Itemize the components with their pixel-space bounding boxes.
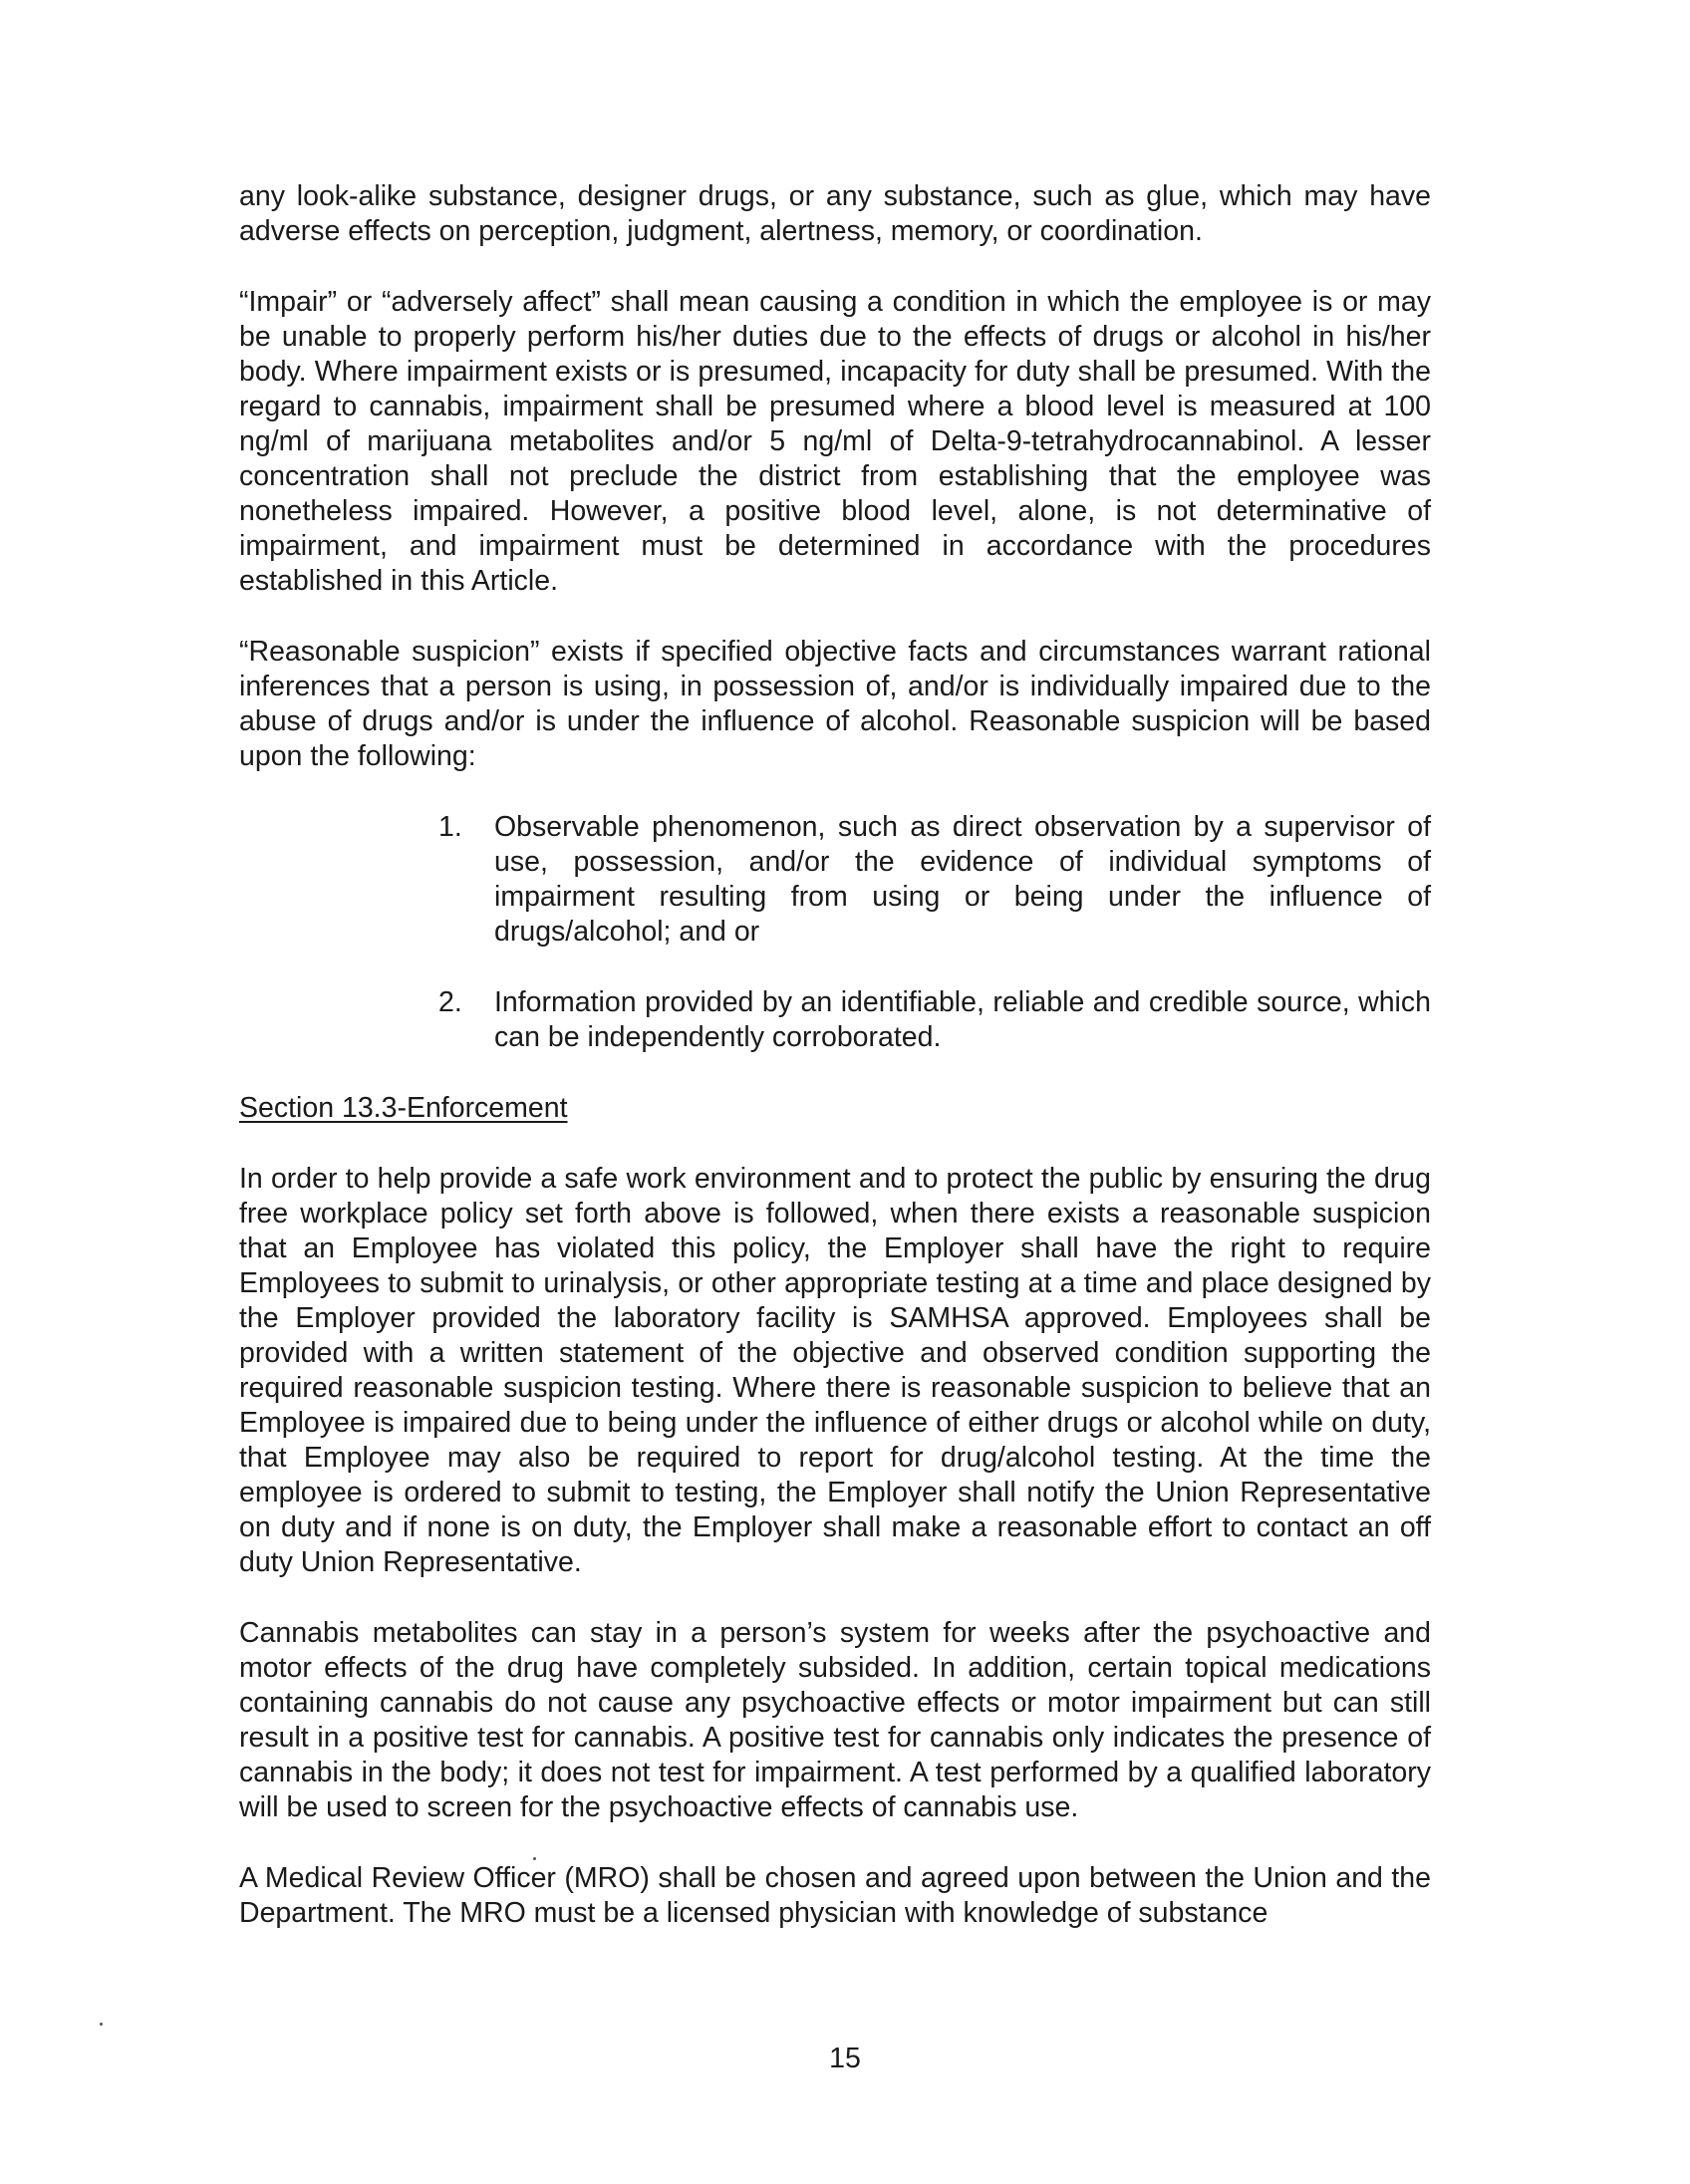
list-item-text: Observable phenomenon, such as direct observation by a supervisor of use, possession, and/or the evidence of individual symptoms of impairment resulting from using or being under the influence of drugs/alcohol; and or	[494, 811, 1431, 948]
list-item-text: Information provided by an identifiable, reliable and credible source, which can be independently corroborated.	[494, 986, 1431, 1053]
list-item-number: 2.	[438, 986, 462, 1018]
list-item	[239, 985, 1431, 1055]
paragraph-enforcement: In order to help provide a safe work environment and to protect the public by ensuring the drug free workplace policy set forth above is followed, when there exists a reasonable suspicion that an Employee has violated this policy, the Employer shall have the right to require Employees to submit to urinalysis, or other appropriate testing at a time and place designed by the Employer provided the laboratory facility is SAMHSA approved. Employees shall be provided with a written statement of the objective and observed condition supporting the required reasonable suspicion testing. Where there is reasonable suspicion to believe that an Employee is impaired due to being under the influence of either drugs or alcohol while on duty, that Employee may also be required to report for drug/alcohol testing. At the time the employee is ordered to submit to testing, the Employer shall notify the Union Representative on duty and if none is on duty, the Employer shall make a reasonable effort to contact an off duty Union Representative.	[239, 1163, 1431, 1578]
list-item-number: 1.	[438, 811, 462, 843]
suspicion-basis-list	[239, 810, 1431, 1055]
paragraph-impair-definition: “Impair” or “adversely affect” shall mean causing a condition in which the employee is or may be unable to properly perform his/her duties due to the effects of drugs or alcohol in his/her body. Where impairment exists or is presumed, incapacity for duty shall be presumed. With the regard to cannabis, impairment shall be presumed where a blood level is measured at 100 ng/ml of marijuana metabolites and/or 5 ng/ml of Delta-9-tetrahydrocannabinol. A lesser concentration shall not preclude the district from establishing that the employee was nonetheless impaired. However, a positive blood level, alone, is not determinative of impairment, and impairment must be determined in accordance with the procedures established in this Article.	[239, 286, 1431, 597]
paragraph-reasonable-suspicion: “Reasonable suspicion” exists if specified objective facts and circumstances warrant rational inferences that a person is using, in possession of, and/or is individually impaired due to the abuse of drugs and/or is under the influence of alcohol. Reasonable suspicion will be based upon the following:	[239, 636, 1431, 772]
paragraph-cannabis-metabolites: Cannabis metabolites can stay in a person’s system for weeks after the psychoactive and motor effects of the drug have completely subsided. In addition, certain topical medications containing cannabis do not cause any psychoactive effects or motor impairment but can still result in a positive test for cannabis. A positive test for cannabis only indicates the presence of cannabis in the body; it does not test for impairment. A test performed by a qualified laboratory will be used to screen for the psychoactive effects of cannabis use.	[239, 1617, 1431, 1823]
document-page	[239, 179, 1431, 1931]
paragraph-substances: any look-alike substance, designer drugs, or any substance, such as glue, which may have adverse effects on perception, judgment, alertness, memory, or coordination.	[239, 180, 1431, 247]
page-number: 15	[829, 2043, 861, 2074]
paragraph-medical-review-officer: A Medical Review Officer (MRO) shall be chosen and agreed upon between the Union and the Department. The MRO must be a licensed physician with knowledge of substance	[239, 1862, 1431, 1929]
list-item	[239, 810, 1431, 950]
scan-speck	[100, 2023, 103, 2026]
scan-speck	[533, 1857, 536, 1860]
section-heading: Section 13.3-Enforcement	[239, 1092, 568, 1124]
